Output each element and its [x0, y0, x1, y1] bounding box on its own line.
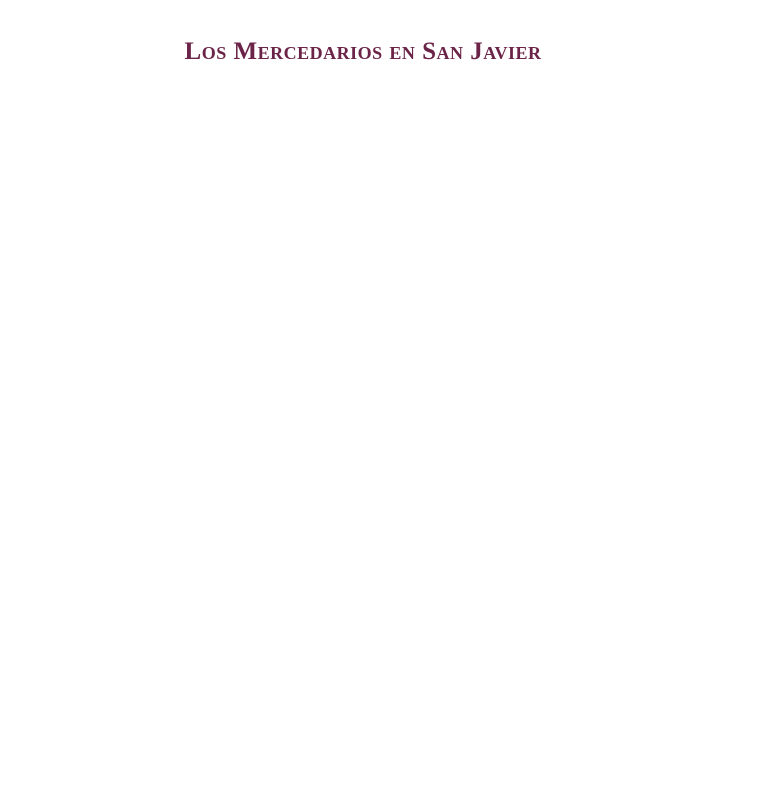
page-title: Los Mercedarios en San Javier	[184, 38, 542, 65]
